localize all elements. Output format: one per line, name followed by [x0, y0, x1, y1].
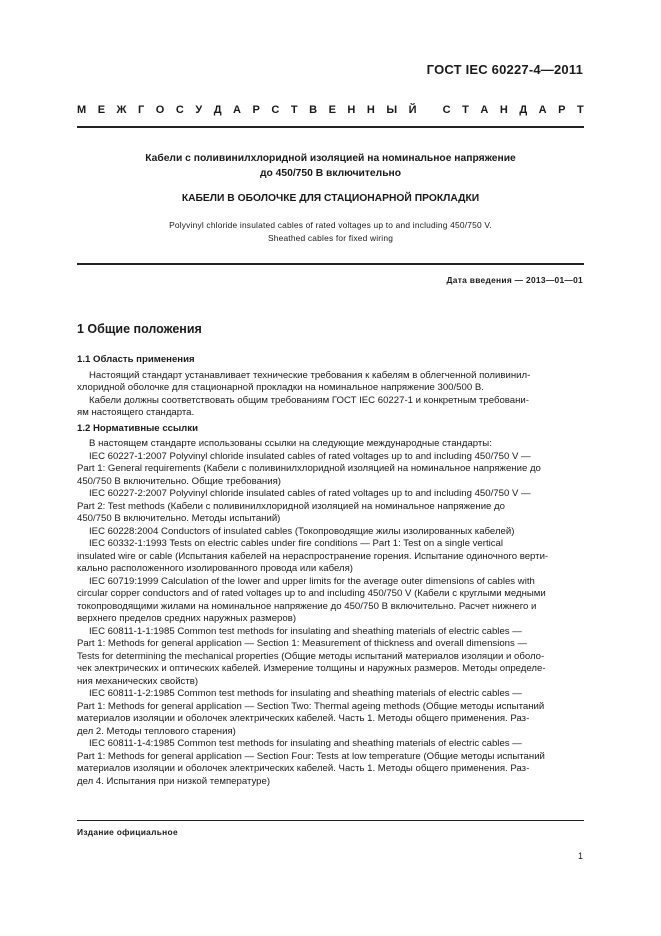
- reference-item: [77, 688, 584, 738]
- banner-letter: Т: [577, 104, 584, 116]
- document-code: ГОСТ IEC 60227-4—2011: [426, 62, 583, 77]
- reference-line: IEC 60811-1-1:1985 Common test methods for insulating and sheathing materials of electric cables —: [89, 625, 522, 637]
- references-heading: 1.2 Нормативные ссылки: [77, 422, 198, 434]
- banner-letter: А: [480, 104, 489, 116]
- banner-letter: Ж: [116, 104, 127, 116]
- banner-letter: С: [271, 104, 280, 116]
- section-content: [77, 354, 584, 788]
- title-russian: [77, 151, 584, 181]
- introduction-date: Дата введения — 2013—01—01: [446, 275, 583, 285]
- banner-letter: С: [175, 104, 184, 116]
- page-number: 1: [577, 851, 583, 861]
- banner-letter: А: [233, 104, 241, 116]
- reference-line: IEC 60227-1:2007 Polyvinyl chloride insulated cables of rated voltages up to and including 450/750 V —: [89, 450, 531, 462]
- reference-item: [77, 488, 584, 526]
- banner-letter: Е: [328, 104, 336, 116]
- reference-item: [77, 538, 584, 576]
- reference-line: Tests for determining the mechanical properties (Общие методы испытаний материалов изоляции и оболо-: [77, 650, 545, 662]
- references-intro: В настоящем стандарте использованы ссылки на следующие международные стандарты:: [89, 438, 492, 449]
- reference-item: [77, 526, 584, 539]
- title-english: [77, 219, 584, 245]
- banner-letter: Т: [290, 104, 298, 116]
- banner-letter: Г: [138, 104, 145, 116]
- reference-item: [77, 738, 584, 788]
- interstate-standard-banner: [77, 104, 584, 116]
- banner-letter: О: [155, 104, 165, 116]
- references-list: [77, 451, 584, 789]
- reference-line: 450/750 В включительно. Методы испытаний): [77, 513, 281, 524]
- reference-line: Part 1: Methods for general application — Section 1: Measurement of thickness and overall dimensions —: [77, 638, 528, 649]
- banner-letter: С: [442, 104, 451, 116]
- title-en-line2: Sheathed cables for fixed wiring: [267, 233, 394, 243]
- scope-line: Кабели должны соответствовать общим требованиям ГОСТ IEC 60227-1 и конкретным требовани-: [89, 394, 529, 406]
- title-ru-line1: Кабели с поливинилхлоридной изоляцией на номинальное напряжение: [145, 153, 516, 164]
- middle-divider: [77, 263, 584, 265]
- reference-line: дел 2. Методы теплового старения): [77, 725, 236, 737]
- banner-letter: В: [309, 104, 318, 116]
- reference-line: дел 4. Испытания при низкой температуре): [77, 775, 271, 787]
- banner-letter: Й: [408, 104, 417, 116]
- reference-line: верхнего пределов средних наружных размеров): [77, 613, 297, 624]
- section-heading: 1 Общие положения: [77, 322, 202, 336]
- banner-letter: Ы: [386, 104, 398, 116]
- reference-line: IEC 60811-1-4:1985 Common test methods for insulating and sheathing materials of electric cables —: [89, 738, 522, 749]
- footer-divider: [77, 820, 584, 821]
- banner-letter: М: [77, 104, 87, 116]
- reference-line: кально расположенного изолированного провода или кабеля): [77, 563, 353, 574]
- reference-line: IEC 60811-1-2:1985 Common test methods for insulating and sheathing materials of electric cables —: [89, 688, 522, 699]
- banner-letter: Р: [558, 104, 566, 116]
- reference-item: [77, 576, 584, 626]
- reference-line: Part 1: Methods for general application — Section Four: Tests at low temperature (Общие методы испытаний: [77, 750, 545, 762]
- banner-letter: Д: [213, 104, 222, 116]
- title-ru-line2: до 450/750 В включительно: [259, 168, 402, 179]
- reference-line: ния механических свойств): [77, 675, 199, 687]
- reference-item: [77, 451, 584, 489]
- reference-line: Part 1: Methods for general application — Section Two: Thermal ageing methods (Общие методы испытаний: [77, 700, 545, 712]
- reference-line: IEC 60332-1:1993 Tests on electric cables under fire conditions — Part 1: Test on a single vertical: [89, 538, 504, 549]
- title-en-line1: Polyvinyl chloride insulated cables of rated voltages up to and including 450/750 V.: [169, 220, 492, 230]
- banner-letter: Н: [499, 104, 508, 116]
- reference-line: IEC 60228:2004 Conductors of insulated cables (Токопроводящие жилы изолированных кабелей): [89, 525, 515, 537]
- banner-letter: У: [195, 104, 203, 116]
- banner-letter: Т: [462, 104, 469, 116]
- reference-line: IEC 60227-2:2007 Polyvinyl chloride insulated cables of rated voltages up to and including 450/750 V —: [89, 488, 531, 499]
- reference-line: материалов изоляции и оболочек электрических кабелей. Часть 1. Методы общего применения. Раз-: [77, 713, 530, 724]
- reference-line: insulated wire or cable (Испытания кабелей на нераспространение горения. Испытание одиночного верти-: [77, 550, 549, 562]
- banner-letter: [428, 104, 431, 116]
- banner-letter: Р: [252, 104, 260, 116]
- reference-line: circular copper conductors and of rated voltages up to and including 450/750 V (Кабели с круглыми медными: [77, 588, 546, 599]
- scope-text: [77, 370, 584, 420]
- banner-letter: Н: [366, 104, 375, 116]
- top-divider: [77, 126, 584, 128]
- scope-line: Настоящий стандарт устанавливает технические требования к кабелям в облегченной поливинил-: [89, 369, 531, 381]
- banner-letter: А: [538, 104, 547, 116]
- reference-item: [77, 626, 584, 689]
- reference-line: IEC 60719:1999 Calculation of the lower and upper limits for the average outer dimensions of cables with: [89, 575, 535, 587]
- reference-line: 450/750 В включительно. Общие требования): [77, 475, 281, 487]
- scope-heading: 1.1 Область применения: [77, 354, 195, 365]
- reference-line: Part 1: General requirements (Кабели с поливинилхлоридной изоляцией на номинальное напряжение до: [77, 463, 541, 474]
- reference-line: Part 2: Test methods (Кабели с поливинилхлоридной изоляцией на номинальное напряжение до: [77, 500, 505, 512]
- scope-line: ям настоящего стандарта.: [77, 407, 195, 418]
- reference-line: токопроводящими жилами на номинальное напряжение до 450/750 В включительно. Расчет нижнего и: [77, 600, 537, 612]
- banner-letter: Д: [519, 104, 528, 116]
- banner-letter: Е: [97, 104, 106, 116]
- banner-letter: Н: [347, 104, 356, 116]
- reference-line: чек электрических и оптических кабелей. Измерение толщины и наружных размеров. Методы определе-: [77, 663, 546, 674]
- subtitle-russian: КАБЕЛИ В ОБОЛОЧКЕ ДЛЯ СТАЦИОНАРНОЙ ПРОКЛАДКИ: [181, 193, 480, 204]
- reference-line: материалов изоляции и оболочек электрических кабелей. Часть 1. Методы общего применения. Раз-: [77, 763, 530, 774]
- scope-line: хлоридной оболочке для стационарной прокладки на номинальное напряжение 300/500 В.: [77, 382, 484, 393]
- edition-label: Издание официальное: [77, 827, 178, 837]
